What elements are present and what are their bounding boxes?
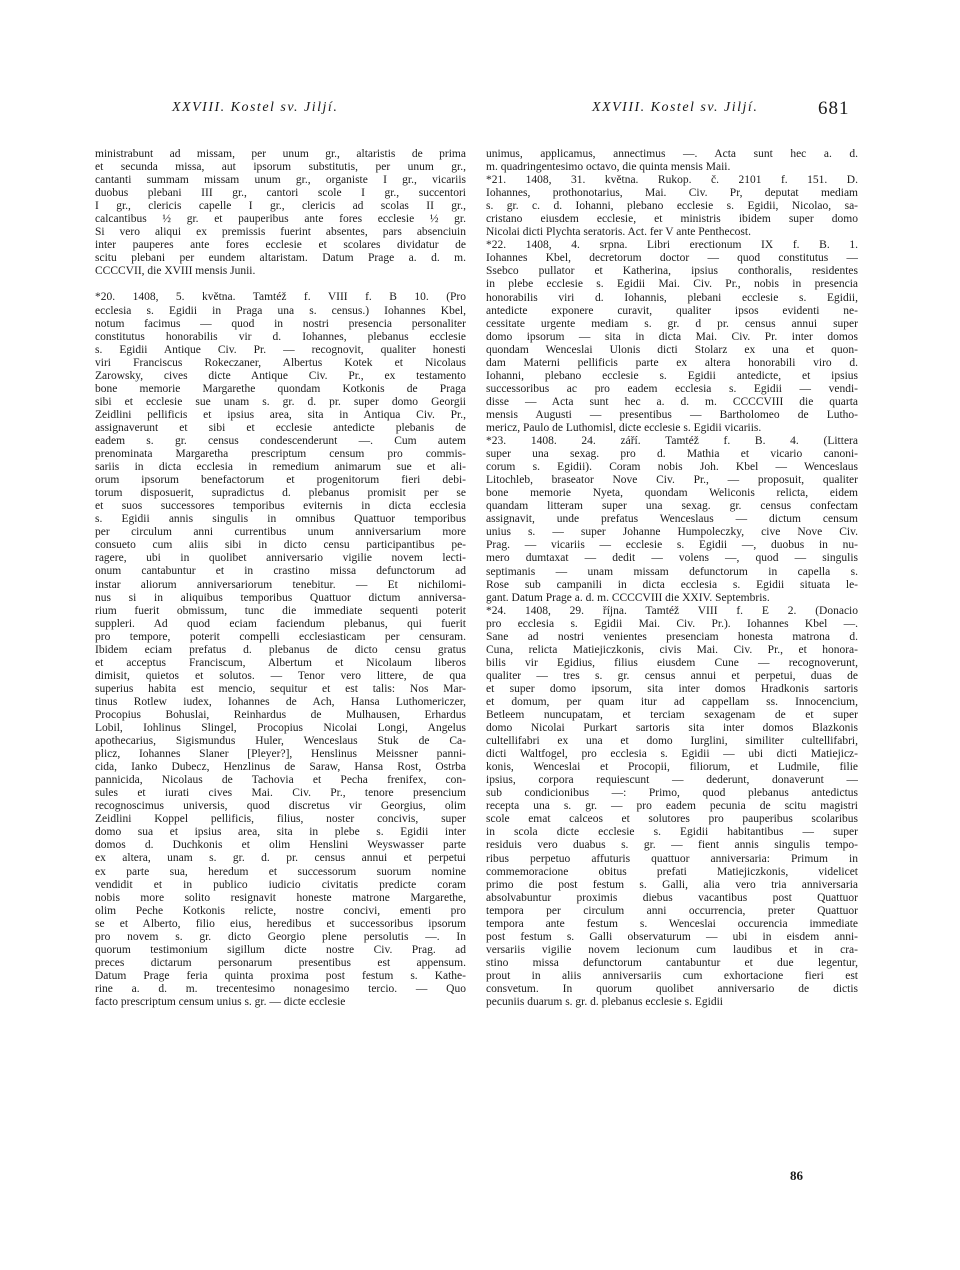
text-line: tempora ante festum s. Wenceslai occurencia immediate xyxy=(486,917,858,930)
text-line: primo die post festum s. Galli, alia vero tria anniversaria xyxy=(486,878,858,891)
text-line: Ibidem eciam prefatus d. plebanus de dicto censu gratus xyxy=(95,643,466,656)
text-line: versariis vigilie novem lecionum cum laudibus et in cra- xyxy=(486,943,858,956)
text-line: cantanti summam missam unum gr., organiste I gr., vicariis xyxy=(95,174,466,187)
text-line: quondam Wenceslai Ulonis dicti Stolarz ex una et quon- xyxy=(486,343,858,356)
text-line: disse — Acta sunt hec a. d. m. CCCCVIII die quarta xyxy=(486,395,858,408)
text-line: ex altera, unam s. gr. d. pr. census annui et perpetui xyxy=(95,852,466,865)
text-line: pro ecclesia s. Egidii Mai. Civ. Pr.). Iohannes Kbel —. xyxy=(486,617,858,630)
text-line: sules et iurati cives Mai. Civ. Pr., tenore presencium xyxy=(95,787,466,800)
text-line: scole emat calceos et solutores pro pauperibus scolaribus xyxy=(486,813,858,826)
text-line: recognoscimus universis, quod discretus vir Georgius, olim xyxy=(95,800,466,813)
text-line: orum ipsorum benefactorum et progenitorum fieri debi- xyxy=(95,474,466,487)
text-line: Ssebco pullator et Katherina, ipsius conthoralis, residentes xyxy=(486,265,858,278)
text-line: domos d. Duchkonis et olim Henslini Weyswasser parte xyxy=(95,839,466,852)
text-line: *22. 1408, 4. srpna. Libri erectionum IX f. B. 1. xyxy=(486,239,858,252)
text-line: domo ipsorum — sita in dicta Mai. Civ. Pr. inter domos xyxy=(486,330,858,343)
text-line: corum s. Egidii). Coram nobis Joh. Kbel — Wenceslaus xyxy=(486,461,858,474)
text-line: consvetum. In quorum quolibet anniversario de dictis xyxy=(486,983,858,995)
text-line: prout in aliis anniversariis cum exhortacione fieri est xyxy=(486,969,858,982)
text-line: et secunda missa, aut ipsorum substitutis, per unum gr., xyxy=(95,161,466,174)
text-line: sub condicionibus —: Primo, quod plebanus antedictus xyxy=(486,787,858,800)
text-line: Nicolai dicti Plychta seratoris. Act. fer V ante Penthecost. xyxy=(486,226,751,239)
text-line: eadem s. gr. census condescenderunt —. Cum autem xyxy=(95,434,466,447)
right-column-text xyxy=(486,148,858,1009)
text-line: viri Franciscus Rokeczaner, Albertus Kotek et Nicolaus xyxy=(95,356,466,369)
text-line: mero dumtaxat — dedit — volens —, quod — singulis xyxy=(486,552,858,565)
text-line: dimisit, quietos et solutos. — Tenor vero littere, de qua xyxy=(95,669,466,682)
text-line: domo sua et ipsius area, sita in plebe s. Egidii inter xyxy=(95,826,466,839)
text-line: *21. 1408, 31. května. Rukop. č. 2101 f. 151. D. xyxy=(486,174,858,187)
text-line: stino missa defunctorum cantabuntur et due legentur, xyxy=(486,956,858,969)
running-head-left: XXVIII. Kostel sv. Jiljí. xyxy=(172,100,339,115)
text-line: duobus plebani III gr., cantori scole I gr., succentori xyxy=(95,187,466,200)
text-line: *23. 1408. 24. září. Tamtéž f. B. 4. (Littera xyxy=(486,435,858,448)
text-line: constitutus honorabilis vir d. Iohannes, plebanus ecclesie xyxy=(95,330,466,343)
text-line: preces dictarum personarum presentibus est appensum. xyxy=(95,956,466,969)
text-line: assignaverunt et sibi et ecclesie antedicte plebanis de xyxy=(95,421,466,434)
text-line: Cuna, relicta Matiejiczkonis, civis Mai. Civ. Pr., et honora- xyxy=(486,643,858,656)
text-line: pro novem s. gr. dicto Georgio plene persolutis —. In xyxy=(95,930,466,943)
text-line: m. quadringentesimo octavo, die quinta mensis Maii. xyxy=(486,161,731,174)
text-line: bilis vir Egidius, filius eiusdem Cune — recognoverunt, xyxy=(486,656,858,669)
text-line: rium fuerit obmissum, tunc die immediate sequenti poterit xyxy=(95,604,466,617)
text-line: Datum Prage feria quinta proxima post festum s. Kathe- xyxy=(95,969,466,982)
text-line: post festum s. Galli observaturum — ubi in eisdem anni- xyxy=(486,930,858,943)
text-line: nus si in aliquibus temporibus Quattuor dictum anniversa- xyxy=(95,591,466,604)
text-line: konis, Wenceslai et Procopii, filiorum, et Ludmile, filie xyxy=(486,761,858,774)
text-line: Iohanni, plebano ecclesie s. Egidii antedicte, et ipsius xyxy=(486,369,858,382)
text-line: bone memorie Nyeta, quondam Weliconis relicta, eidem xyxy=(486,487,858,500)
text-line: s. Egidii Antique Civ. Pr. — recognovit, qualiter honesti xyxy=(95,343,466,356)
text-line: pannicida, Nicolaus de Tachovia et Pecha frenifex, con- xyxy=(95,774,466,787)
text-line: prenominata Margaretha prescriptum censum pro commis- xyxy=(95,448,466,461)
text-line: dicti Waltfogel, pro ecclesia s. Egidii — ubi dicti Matiejicz- xyxy=(486,748,858,761)
text-line: septimanis — unam missam defunctorum in capella s. xyxy=(486,565,858,578)
text-line: et acceptus Franciscum, Albertum et Nicolaum liberos xyxy=(95,656,466,669)
text-line: ecclesia s. Egidii in Praga una s. census.) Iohannes Kbel, xyxy=(95,304,466,317)
text-line: Procopius Bohuslai, Reinhardus de Mulhausen, Erhardus xyxy=(95,708,466,721)
text-line: sariis in dicta ecclesia in remedium animarum sue et ali- xyxy=(95,461,466,474)
text-line: superius habita est mencio, sequitur et est talis: Nos Mar- xyxy=(95,682,466,695)
text-line: s. Egidii annis singulis in omnibus Quattuor temporibus xyxy=(95,513,466,526)
text-line: ex parte sua, heredum et successorum suorum nomine xyxy=(95,865,466,878)
text-line: onum cantabuntur et in crastino missa defunctorum ad xyxy=(95,565,466,578)
text-line: Iohannes Kbel, decretorum doctor — quod constitutus — xyxy=(486,252,858,265)
right-column xyxy=(486,148,858,1009)
text-line: dam Materni pellificis parte ex altera honorabili viro d. xyxy=(486,356,858,369)
text-line: calcantibus ½ gr. et pauperibus ante fores ecclesie ½ gr. xyxy=(95,213,466,226)
text-line: absolvabuntur proximis diebus vacantibus post Quattuor xyxy=(486,891,858,904)
text-line: cristano eiusdem ecclesie, et ministris ibidem super domo xyxy=(486,213,858,226)
text-line: ministrabunt ad missam, per unum gr., altaristis de prima xyxy=(95,148,466,160)
text-line: I gr., clericis capelle I gr., clericis ad scolas II gr., xyxy=(95,200,466,213)
text-line: Litochleb, braseator Nove Civ. Pr., — proposuit, qualiter xyxy=(486,474,858,487)
text-line: CCCCVII, die XVIII mensis Junii. xyxy=(95,265,256,278)
text-line: Zeidlini Koppel pellificis, filius, noster concivis, super xyxy=(95,813,466,826)
text-line: successoribus ac pro eadem ecclesia s. Egidii — vendi- xyxy=(486,382,858,395)
text-line: assignavit, unde prefatus Wenceslaus — dictum censum xyxy=(486,513,858,526)
page-number: 681 xyxy=(818,98,850,119)
text-line: Zarowsky, cives dicte Antique Civ. Pr., ex testamento xyxy=(95,369,466,382)
text-line: et suos successores temporibus eviternis in dicta ecclesia xyxy=(95,500,466,513)
text-line: tempora per circulum anni occurrencia, preter Quattuor xyxy=(486,904,858,917)
text-line: et super domo ipsorum, sita inter domos Hradkonis sartoris xyxy=(486,682,858,695)
text-line: antedicte exponere curavit, qualiter ipsos evidenti ne- xyxy=(486,304,858,317)
text-line: olim Peche Kotkonis relicte, nostre concivi, ementi pro xyxy=(95,904,466,917)
text-line: ribus perpetuo affuturis quattuor anniversaria: Primum in xyxy=(486,852,858,865)
text-line: inter pauperes ante fores ecclesie et scolares dividatur de xyxy=(95,239,466,252)
left-paragraph-2 xyxy=(95,291,466,1009)
text-line: pro tempore, poterit compelli ecclesiasticam per censuram. xyxy=(95,630,466,643)
text-line: consueto cum aliis sibi in dicto censu participantibus pe- xyxy=(95,539,466,552)
text-line: rine a. d. m. trecentesimo nonagesimo tercio. — Quo xyxy=(95,982,466,995)
text-line: ipsius, corpora requiescunt — dederunt, donaverunt — xyxy=(486,774,858,787)
text-line: Rose sub campanili in dicta ecclesia s. Egidii situata le- xyxy=(486,578,858,591)
text-line: scitu plebani per eundem altaristam. Datum Prage a. d. m. xyxy=(95,252,466,265)
text-line: unimus, applicamus, annectimus —. Acta sunt hec a. d. xyxy=(486,148,858,160)
text-line: vendidit et in publico iudicio civitatis predicte coram xyxy=(95,878,466,891)
text-line: nobis more solito resignavit honeste matrone Margarethe, xyxy=(95,891,466,904)
text-line: Si vero aliqui ex premissis fuerint absentes, pars absenciuin xyxy=(95,226,466,239)
text-line: in scola dicte ecclesie s. Egidii habitantibus — super xyxy=(486,826,858,839)
text-line: unius s. — super Johanne Humpoleczky, cive Nove Civ. xyxy=(486,526,858,539)
text-line: in plebe ecclesie s. Egidii Mai. Civ. Pr., nobis in presencia xyxy=(486,278,858,291)
text-line: cultellifabri ex una et domo Iurglini, similiter cultellifabri, xyxy=(486,735,858,748)
text-line: sibi et ecclesie sue unam s. gr. d. pr. super domo Georgii xyxy=(95,395,466,408)
text-line: notum facimus — quod in nostri presencia personaliter xyxy=(95,317,466,330)
text-line: plicz, Iohannes Slaner [Pleyer?], Henslinus Meissner panni- xyxy=(95,748,466,761)
text-line: et domum, per quam itur ad cappellam ss. Innocencium, xyxy=(486,695,858,708)
text-line: facto prescriptum censum unius s. gr. — dicte ecclesie xyxy=(95,996,346,1008)
text-line: cida, Ianko Dubecz, Henzlinus de Saraw, Hansa Rost, Ostrba xyxy=(95,761,466,774)
text-line: Betleem nuncupatam, et terciam sexagenam de et super xyxy=(486,709,858,722)
text-line: qualiter — tres s. gr. census annui et perpetui, duas de xyxy=(486,669,858,682)
left-column xyxy=(95,148,466,1009)
text-line: instar aliorum anniversariorum tenebitur. — Et nichilomi- xyxy=(95,578,466,591)
text-line: quandam litteram super una sexag. gr. census confectam xyxy=(486,500,858,513)
text-line: pecuniis duarum s. gr. d. plebanus ecclesie s. Egidii xyxy=(486,996,723,1009)
left-paragraph-1 xyxy=(95,148,466,278)
text-line: super una sexag. pro d. Mathia et vicario canoni- xyxy=(486,448,858,461)
text-line: Iohannes, prothonotarius, Mai. Civ. Pr, deputat mediam xyxy=(486,187,858,200)
running-header xyxy=(0,98,960,124)
running-head-right: XXVIII. Kostel sv. Jiljí. xyxy=(592,100,759,115)
text-line: Sane ad nostri venientes presenciam honesta matrona d. xyxy=(486,630,858,643)
text-line: s. gr. c. d. Iohanni, plebano ecclesie s. Egidii, Nicolao, sa- xyxy=(486,200,858,213)
text-line: bone memorie Margarethe quondam Kotkonis de Praga xyxy=(95,382,466,395)
text-line: quorum testimonium sigillum dicte nostre Civ. Prag. ad xyxy=(95,943,466,956)
text-line: Lobil, Iohlinus Slingel, Procopius Nicolai Longi, Angelus xyxy=(95,722,466,735)
text-line: apothecarius, Sigismundus Huler, Wenceslaus Stuk de Ca- xyxy=(95,735,466,748)
text-line: se et Alberto, filio eius, heredibus et successoribus ipsorum xyxy=(95,917,466,930)
text-line: ragere, ubi in quolibet anniversario vigilie novem lecti- xyxy=(95,552,466,565)
text-line: domo Nicolai Purkart sartoris sita inter domos Blazkonis xyxy=(486,722,858,735)
signature-mark: 86 xyxy=(790,1168,803,1183)
text-line: tinus Rotlew iudex, Iohannes de Ach, Hansa Luthomericzer, xyxy=(95,695,466,708)
text-line: honorabilis viri d. Iohannis, plebani ecclesie s. Egidii, xyxy=(486,291,858,304)
text-line: Prag. — vicariis — ecclesie s. Egidii —, duobus in nu- xyxy=(486,539,858,552)
text-line: torum disposuerit, supradictus d. plebanus promisit per se xyxy=(95,487,466,500)
text-line: mensis Augusti — presentibus — Bartholomeo de Lutho- xyxy=(486,408,858,421)
text-line: residuis vero duabus s. gr. — fient annis singulis tempo- xyxy=(486,839,858,852)
text-line: Zeidlini pellificis et ipsius area, sita in Antiqua Civ. Pr., xyxy=(95,408,466,421)
text-line: mericz, Paulo de Luthomisl, dicte ecclesie s. Egidii vicariis. xyxy=(486,421,762,434)
text-line: *20. 1408, 5. května. Tamtéž f. VIII f. B 10. (Pro xyxy=(95,291,466,304)
text-line: suppleri. Ad quod eciam faciendum plebanus, qui fuerit xyxy=(95,617,466,630)
text-line: gant. Datum Prage a. d. m. CCCCVIII die XXIV. Septembris. xyxy=(486,591,770,604)
text-line: *24. 1408, 29. října. Tamtéž VIII f. E 2. (Donacio xyxy=(486,604,858,617)
text-line: per circulum anni currentibus unum anniversarium more xyxy=(95,526,466,539)
text-line: commemoracione obitus prefati Matiejiczkonis, videlicet xyxy=(486,865,858,878)
text-line: cessitate urgente mediam s. gr. d pr. census annui super xyxy=(486,317,858,330)
text-line: recepta una s. gr. — pro eadem pecunia de scitu magistri xyxy=(486,800,858,813)
